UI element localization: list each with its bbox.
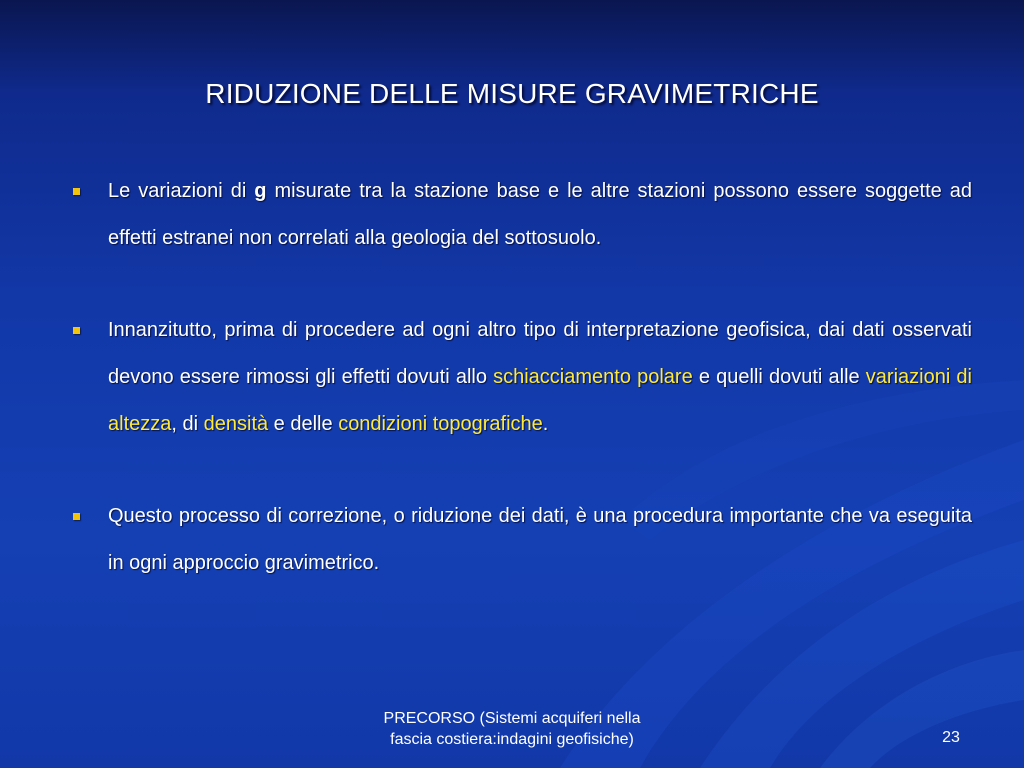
text-segment: , di xyxy=(171,413,204,435)
text-segment: . xyxy=(542,413,549,435)
text-segment: Innanzitutto, prima di procedere ad ogni altro tipo di interpretazione geofisica, dai dati osservati devono essere rimossi gli effetti dovuti allo xyxy=(108,319,972,388)
footer-line: fascia costiera:indagini geofisiche) xyxy=(390,731,634,748)
bullet-text xyxy=(108,180,972,249)
highlighted-term: densità xyxy=(203,413,269,435)
bullet-square-icon xyxy=(73,327,80,334)
bullet-text xyxy=(108,319,972,435)
gravity-symbol: g xyxy=(254,180,267,202)
bullet-item xyxy=(70,493,972,587)
bullet-square-icon xyxy=(73,513,80,520)
page-number: 23 xyxy=(942,729,960,746)
text-segment: Questo processo di correzione, o riduzione dei dati, è una procedura importante che va eseguita in ogni approccio gravimetrico. xyxy=(108,505,972,574)
text-segment: e delle xyxy=(268,413,339,435)
text-segment: Le variazioni di xyxy=(108,180,255,202)
highlighted-term: schiacciamento polare xyxy=(493,366,693,388)
highlighted-term: variazioni di altezza xyxy=(108,366,972,435)
text-segment: e quelli dovuti alle xyxy=(692,366,866,388)
bullet-square-icon xyxy=(73,188,80,195)
bullet-item xyxy=(70,168,972,262)
bullet-text xyxy=(108,505,972,574)
footer-caption xyxy=(330,708,694,750)
footer-line: PRECORSO (Sistemi acquiferi nella xyxy=(383,710,641,727)
highlighted-term: condizioni topografiche xyxy=(338,413,543,435)
slide-title: RIDUZIONE DELLE MISURE GRAVIMETRICHE xyxy=(205,78,819,109)
bullet-list xyxy=(70,168,972,587)
bullet-item xyxy=(70,307,972,448)
text-segment: misurate tra la stazione base e le altre stazioni possono essere soggette ad effetti estranei non correlati alla geologia del sottosuolo. xyxy=(108,180,972,249)
